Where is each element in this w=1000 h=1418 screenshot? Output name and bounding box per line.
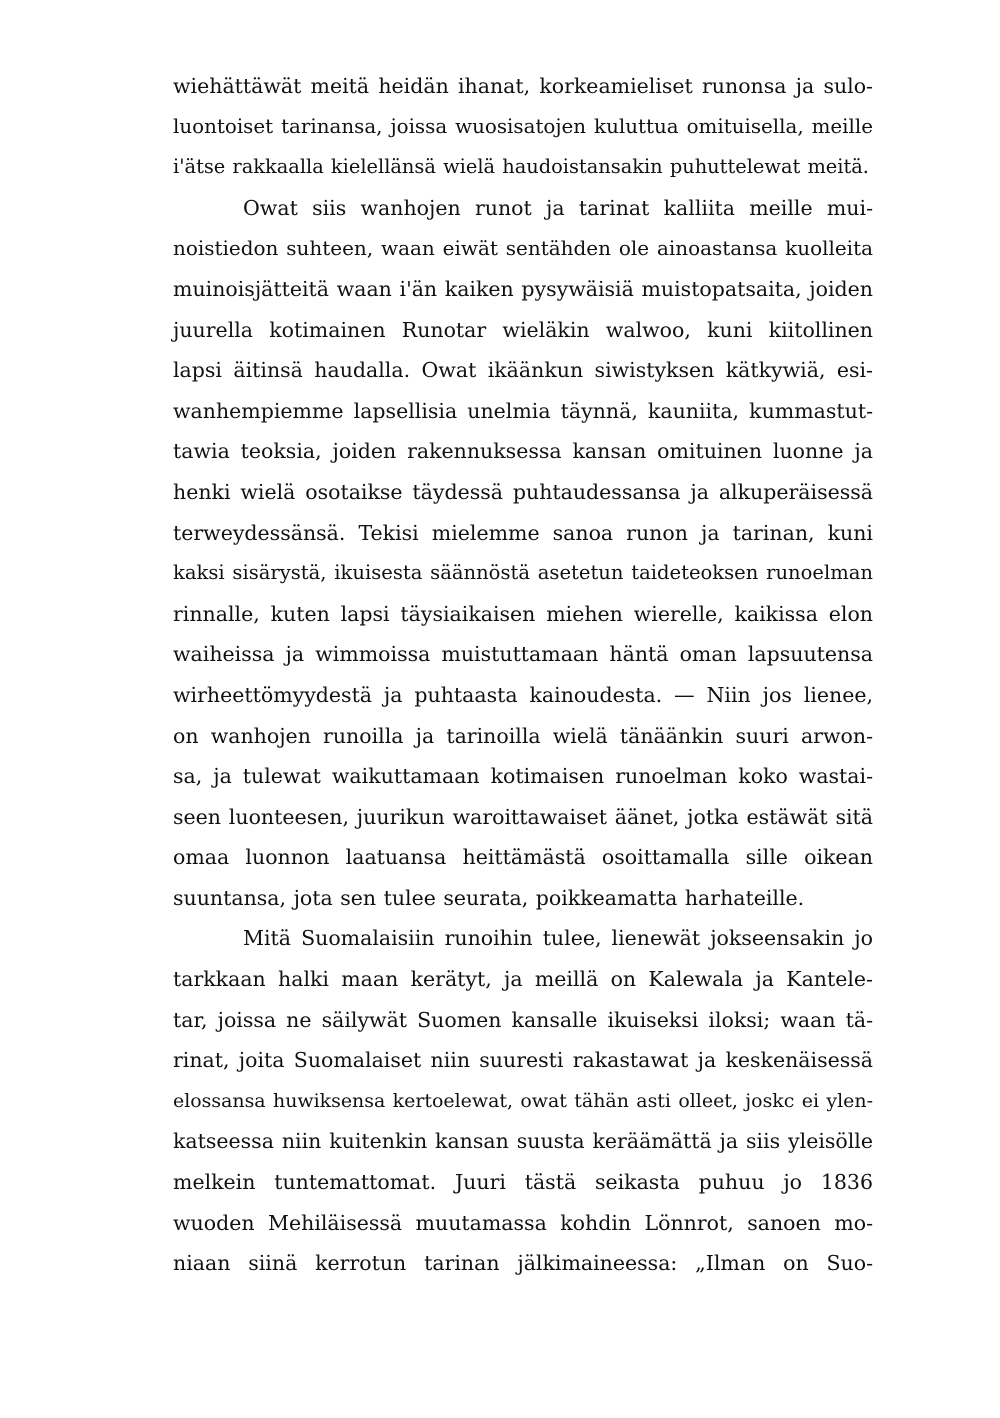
text-line: Owat siis wanhojen runot ja tarinat kalliita meille mui-: [243, 195, 873, 220]
text-line: elossansa huwiksensa kertoelewat, owat tähän asti olleet, joskc ei ylen-: [173, 1089, 873, 1112]
text-line: tar, joissa ne säilywät Suomen kansalle ikuiseksi iloksi; waan tä-: [173, 1007, 873, 1032]
text-line: juurella kotimainen Runotar wieläkin walwoo, kuni kiitollinen: [173, 317, 873, 342]
paragraph-3: [173, 918, 873, 1283]
text-line: suuntansa, jota sen tulee seurata, poikkeamatta harhateille.: [173, 885, 805, 910]
text-line: henki wielä osotaikse täydessä puhtaudessansa ja alkuperäisessä: [173, 479, 873, 504]
body-text: [173, 66, 873, 1284]
text-line: sa, ja tulewat waikuttamaan kotimaisen runoelman koko wastai-: [173, 764, 873, 789]
paragraph-1: [173, 66, 873, 188]
paragraph-2: [173, 188, 873, 919]
text-line: wiehättäwät meitä heidän ihanat, korkeamieliset runonsa ja sulo-: [173, 74, 873, 98]
text-line: seen luonteesen, juurikun waroittawaiset äänet, jotka estäwät sitä: [173, 804, 873, 829]
text-line: wuoden Mehiläisessä muutamassa kohdin Lönnrot, sanoen mo-: [173, 1210, 873, 1235]
text-line: luontoiset tarinansa, joissa wuosisatojen kuluttua omituisella, meille: [173, 114, 873, 138]
text-line: Mitä Suomalaisiin runoihin tulee, lienewät jokseensakin jo: [243, 926, 873, 951]
text-line: noistiedon suhteen, waan eiwät sentähden ole ainoastansa kuolleita: [173, 236, 873, 261]
text-line: wirheettömyydestä ja puhtaasta kainoudesta. — Niin jos lienee,: [173, 682, 873, 707]
text-line: omaa luonnon laatuansa heittämästä osoittamalla sille oikean: [173, 845, 873, 870]
text-line: rinnalle, kuten lapsi täysiaikaisen miehen wierelle, kaikissa elon: [173, 601, 873, 626]
text-line: i'ätse rakkaalla kielellänsä wielä haudoistansakin puhuttelewat meitä.: [173, 155, 869, 179]
text-line: niaan siinä kerrotun tarinan jälkimaineessa: „Ilman on Suo-: [173, 1251, 873, 1276]
text-line: lapsi äitinsä haudalla. Owat ikäänkun siwistyksen kätkywiä, esi-: [173, 358, 873, 383]
text-line: melkein tuntemattomat. Juuri tästä seikasta puhuu jo 1836: [173, 1170, 873, 1195]
text-line: tawia teoksia, joiden rakennuksessa kansan omituinen luonne ja: [173, 439, 873, 464]
text-line: rinat, joita Suomalaiset niin suuresti rakastawat ja keskenäisessä: [173, 1048, 873, 1073]
text-line: muinoisjätteitä waan i'än kaiken pysywäisiä muistopatsaita, joiden: [173, 276, 873, 301]
text-line: katseessa niin kuitenkin kansan suusta keräämättä ja siis yleisölle: [173, 1129, 873, 1154]
text-line: tarkkaan halki maan kerätyt, ja meillä on Kalewala ja Kantele-: [173, 967, 873, 992]
text-line: kaksi sisärystä, ikuisesta säännöstä asetetun taideteoksen runoelman: [173, 561, 873, 585]
text-line: wanhempiemme lapsellisia unelmia täynnä, kauniita, kummastut-: [173, 398, 873, 423]
text-line: waiheissa ja wimmoissa muistuttamaan häntä oman lapsuutensa: [173, 642, 873, 667]
text-line: terweydessänsä. Tekisi mielemme sanoa runon ja tarinan, kuni: [173, 520, 873, 545]
text-line: on wanhojen runoilla ja tarinoilla wielä tänäänkin suuri arwon-: [173, 723, 873, 748]
